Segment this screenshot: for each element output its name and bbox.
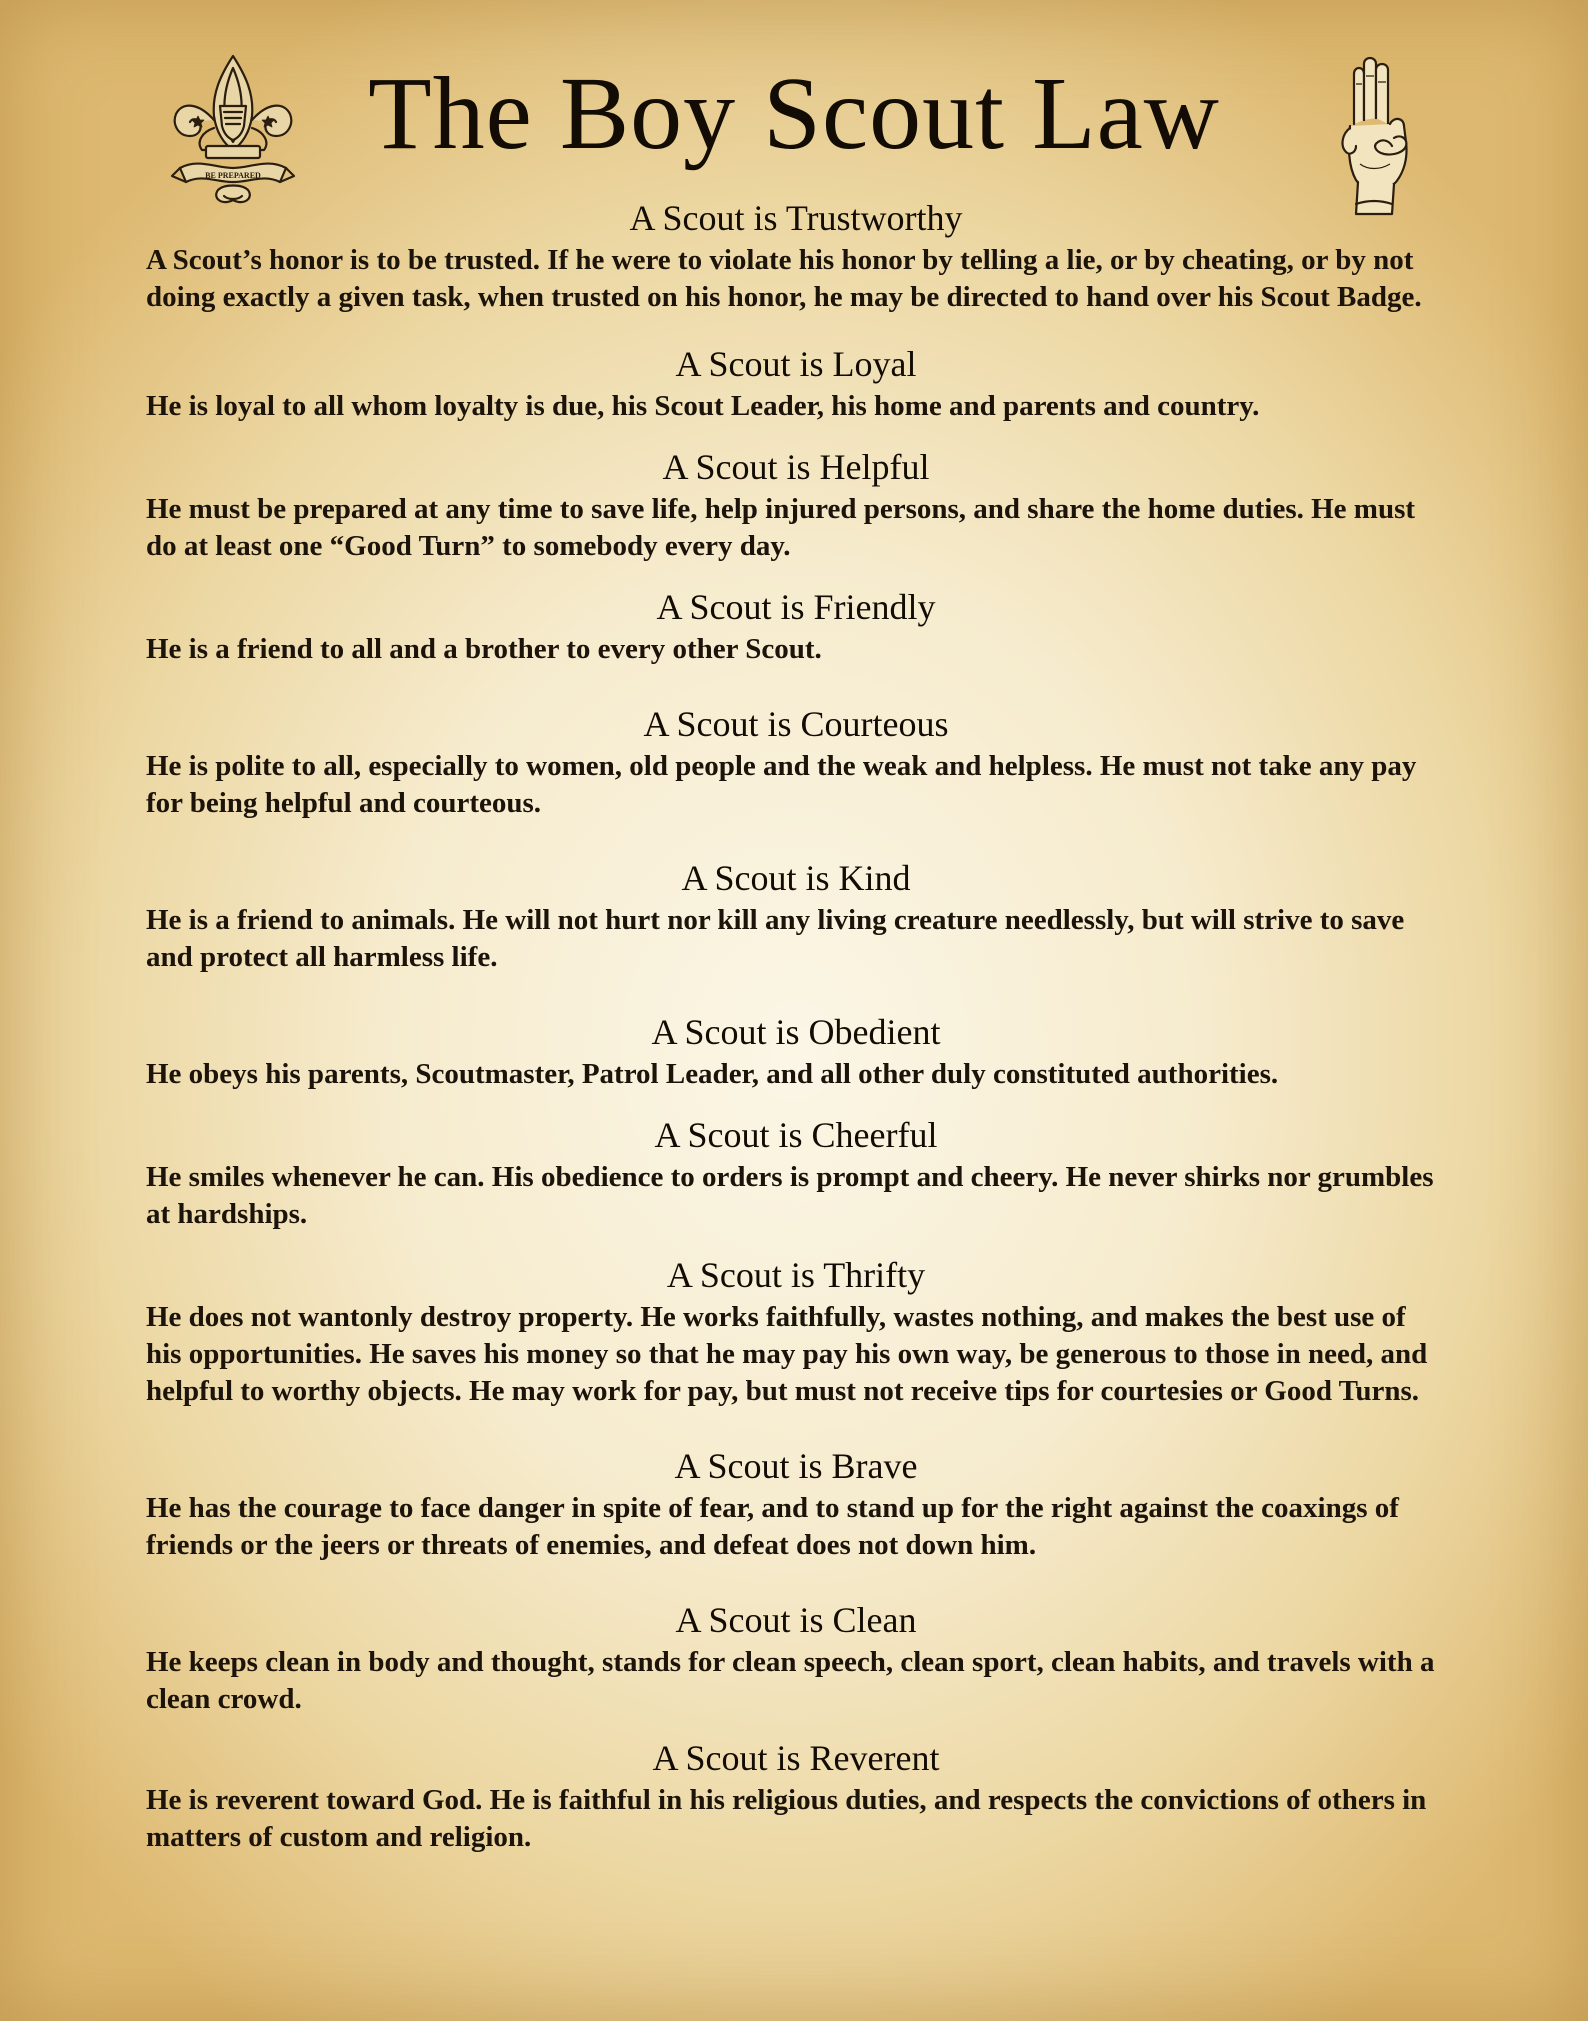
law-heading: A Scout is Friendly <box>656 587 936 627</box>
law-heading: A Scout is Obedient <box>651 1012 941 1052</box>
law-heading: A Scout is Thrifty <box>666 1255 926 1295</box>
law-heading: A Scout is Brave <box>674 1446 918 1486</box>
law-text: He smiles whenever he can. His obedience to orders is prompt and cheery. He never shirks nor grumbles at hardships. <box>146 1161 1434 1230</box>
law-section-friendly <box>146 587 1446 668</box>
law-text: He must be prepared at any time to save life, help injured persons, and share the home duties. He must do at least one “Good Turn” to somebody every day. <box>146 493 1416 562</box>
law-heading: A Scout is Courteous <box>643 704 949 744</box>
law-text: He is reverent toward God. He is faithful in his religious duties, and respects the convictions of others in matters of custom and religion. <box>146 1784 1427 1853</box>
law-text: A Scout’s honor is to be trusted. If he were to violate his honor by telling a lie, or by cheating, or by not doing exactly a given task, when trusted on his honor, he may be directed to hand over his Scout Badge. <box>146 244 1422 313</box>
law-text: He is a friend to all and a brother to every other Scout. <box>146 633 822 665</box>
law-section-loyal <box>146 344 1446 425</box>
law-heading: A Scout is Clean <box>675 1600 917 1640</box>
emblem-motto: BE PREPARED <box>205 171 261 180</box>
law-heading: A Scout is Cheerful <box>654 1115 938 1155</box>
law-text: He keeps clean in body and thought, stands for clean speech, clean sport, clean habits, and travels with a clean crowd. <box>146 1646 1435 1715</box>
law-heading: A Scout is Helpful <box>662 447 930 487</box>
law-heading: A Scout is Trustworthy <box>629 198 963 238</box>
law-section-obedient <box>146 1012 1446 1093</box>
law-text: He has the courage to face danger in spite of fear, and to stand up for the right against the coaxings of friends or the jeers or threats of enemies, and defeat does not down him. <box>146 1492 1399 1561</box>
law-text: He obeys his parents, Scoutmaster, Patrol Leader, and all other duly constituted authorities. <box>146 1058 1279 1090</box>
law-section-kind <box>146 858 1446 976</box>
law-text: He is polite to all, especially to women, old people and the weak and helpless. He must not take any pay for being helpful and courteous. <box>146 750 1417 819</box>
page-title: The Boy Scout Law <box>368 56 1220 171</box>
scout-law-list <box>146 198 1446 1856</box>
law-text: He is loyal to all whom loyalty is due, his Scout Leader, his home and parents and country. <box>146 390 1260 422</box>
law-section-brave <box>146 1446 1446 1564</box>
law-section-thrifty <box>146 1255 1446 1410</box>
law-section-cheerful <box>146 1115 1446 1233</box>
law-heading: A Scout is Loyal <box>675 344 917 384</box>
law-heading: A Scout is Reverent <box>652 1738 940 1778</box>
law-section-helpful <box>146 447 1446 565</box>
law-text: He is a friend to animals. He will not hurt nor kill any living creature needlessly, but will strive to save and protect all harmless life. <box>146 904 1405 973</box>
law-section-clean <box>146 1600 1446 1718</box>
law-text: He does not wantonly destroy property. He works faithfully, wastes nothing, and makes the best use of his opportunities. He saves his money so that he may pay his own way, be generous to those in need, and helpful to worthy objects. He may work for pay, but must not receive tips for courtesies or Good Turns. <box>146 1301 1428 1407</box>
law-section-courteous <box>146 704 1446 822</box>
law-heading: A Scout is Kind <box>681 858 911 898</box>
law-section-trustworthy <box>146 198 1446 316</box>
law-section-reverent <box>146 1738 1446 1856</box>
